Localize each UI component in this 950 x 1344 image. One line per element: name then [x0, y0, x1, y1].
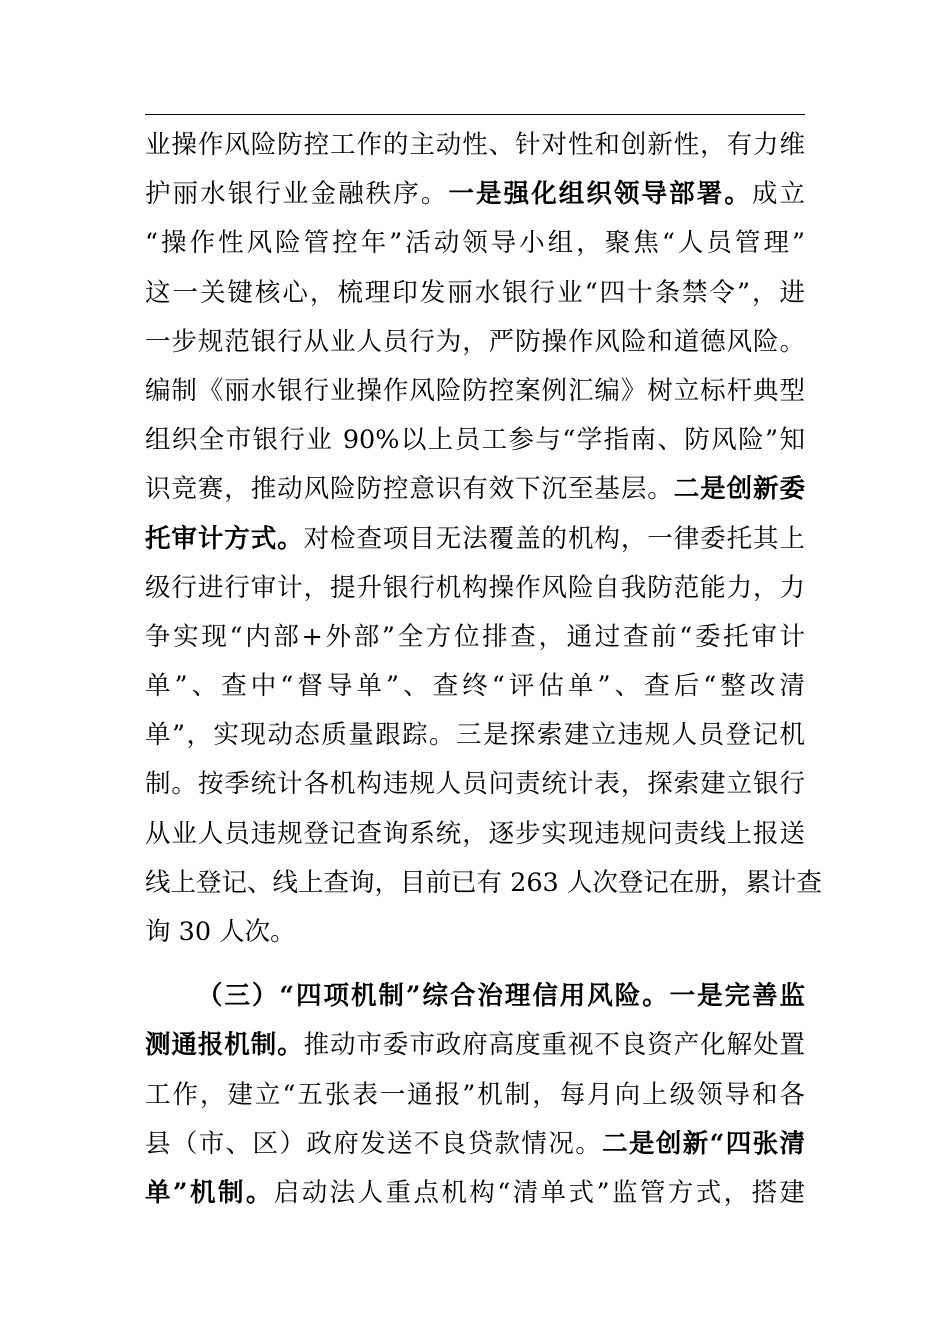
text-line [145, 564, 805, 613]
text-segment: 从业人员违规登记查询系统，逐步实现违规问责线上报送 [145, 818, 805, 849]
text-segment: 推动市委市政府高度重视不良资产化解处置 [303, 1030, 805, 1061]
bold-text-segment: 单”机制。 [145, 1177, 274, 1208]
header-rule [145, 114, 805, 115]
text-segment: 成立 [751, 179, 805, 210]
text-line [145, 121, 805, 170]
bold-text-segment: 二是创新“四张清 [602, 1128, 805, 1159]
text-line [145, 416, 805, 465]
text-line [145, 269, 805, 318]
bold-text-segment: 一是强化组织领导部署。 [448, 179, 752, 210]
text-line [145, 908, 805, 957]
text-segment: 线上登记、线上查询，目前已有 263 人次登记在册，累计查 [145, 867, 822, 898]
text-line [145, 760, 805, 809]
text-line [145, 810, 805, 859]
text-line [145, 1120, 805, 1169]
text-segment: 县（市、区）政府发送不良贷款情况。 [145, 1128, 603, 1159]
body-text [145, 121, 822, 1218]
text-line [145, 613, 805, 662]
bold-text-segment: （三）“四项机制”综合治理信用风险。一是完善监 [197, 981, 805, 1012]
text-line [145, 367, 805, 416]
text-line [145, 219, 805, 268]
text-segment: 识竞赛，推动风险防控意识有效下沉至基层。 [145, 474, 674, 505]
text-segment: 一步规范银行从业人员行为，严防操作风险和道德风险。 [145, 326, 805, 357]
text-segment: 单”、查中“督导单”、查终“评估单”、查后“整改清 [145, 671, 805, 702]
text-segment: 争实现“内部+外部”全方位排查，通过查前“委托审计 [145, 621, 805, 652]
text-line [145, 711, 805, 760]
bold-text-segment: 二是创新委 [673, 474, 805, 505]
text-line [145, 859, 822, 908]
text-line [145, 972, 805, 1021]
text-segment: “操作性风险管控年”活动领导小组，聚焦“人员管理” [145, 228, 805, 259]
text-segment: 单”，实现动态质量跟踪。三是探索建立违规人员登记机 [145, 720, 805, 751]
text-segment: 级行进行审计，提升银行机构操作风险自我防范能力，力 [145, 572, 805, 603]
text-line [145, 465, 805, 514]
text-line [145, 1021, 805, 1070]
text-line [145, 170, 805, 219]
text-line [145, 1071, 805, 1120]
text-line [145, 318, 805, 367]
text-line [145, 662, 805, 711]
text-segment: 询 30 人次。 [145, 917, 296, 947]
text-segment: 组织全市银行业 90%以上员工参与“学指南、防风险”知 [145, 425, 805, 456]
text-segment: 业操作风险防控工作的主动性、针对性和创新性，有力维 [145, 130, 805, 160]
text-segment: 护丽水银行业金融秩序。 [145, 179, 449, 210]
text-segment: 这一关键核心，梳理印发丽水银行业“四十条禁令”，进 [145, 277, 805, 308]
text-segment: 制。按季统计各机构违规人员问责统计表，探索建立银行 [145, 769, 805, 800]
text-segment: 启动法人重点机构“清单式”监管方式，搭建 [273, 1177, 806, 1208]
text-segment: 工作，建立“五张表一通报”机制，每月向上级领导和各 [145, 1079, 805, 1110]
bold-text-segment: 测通报机制。 [145, 1030, 304, 1061]
text-segment: 编制《丽水银行业操作风险防控案例汇编》树立标杆典型 [145, 375, 805, 406]
text-line [145, 1169, 805, 1218]
text-segment: 对检查项目无法覆盖的机构，一律委托其上 [303, 523, 805, 554]
bold-text-segment: 托审计方式。 [145, 523, 304, 554]
text-line [145, 515, 805, 564]
